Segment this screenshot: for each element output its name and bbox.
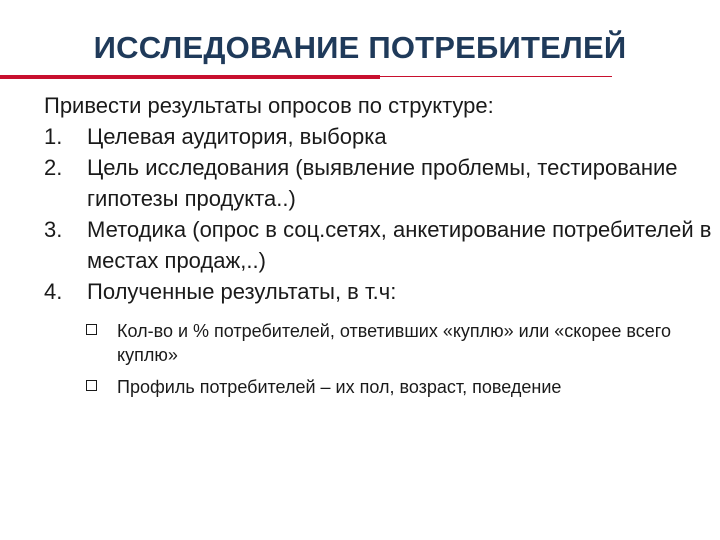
numbered-list: [44, 121, 714, 307]
list-number: 2.: [44, 155, 63, 180]
sub-list-item-text: Кол-во и % потребителей, ответивших «куплю» или «скорее всего куплю»: [117, 321, 671, 365]
sub-list-item-2: [44, 375, 714, 399]
list-number: 3.: [44, 217, 63, 242]
list-item-3: [44, 214, 714, 276]
slide-body: [44, 90, 714, 407]
slide-title: ИССЛЕДОВАНИЕ ПОТРЕБИТЕЛЕЙ: [93, 30, 627, 65]
title-underline-thick: [0, 75, 380, 79]
list-number: 4.: [44, 279, 63, 304]
list-number: 1.: [44, 124, 63, 149]
square-bullet-icon: [86, 380, 97, 391]
list-item-text: Цель исследования (выявление проблемы, тестирование гипотезы продукта..): [87, 155, 678, 211]
sub-list-item-text: Профиль потребителей – их пол, возраст, поведение: [117, 377, 562, 397]
sub-bullet-list: [44, 319, 714, 399]
title-underline-thin: [380, 76, 612, 77]
list-item-text: Целевая аудитория, выборка: [87, 124, 387, 149]
list-item-text: Полученные результаты, в т.ч:: [87, 279, 397, 304]
list-item-2: [44, 152, 714, 214]
list-item-4: [44, 276, 714, 307]
list-item-1: [44, 121, 714, 152]
sub-list-item-1: [44, 319, 714, 367]
intro-text: Привести результаты опросов по структуре:: [44, 93, 494, 118]
list-item-text: Методика (опрос в соц.сетях, анкетирование потребителей в местах продаж,..): [87, 217, 712, 273]
square-bullet-icon: [86, 324, 97, 335]
